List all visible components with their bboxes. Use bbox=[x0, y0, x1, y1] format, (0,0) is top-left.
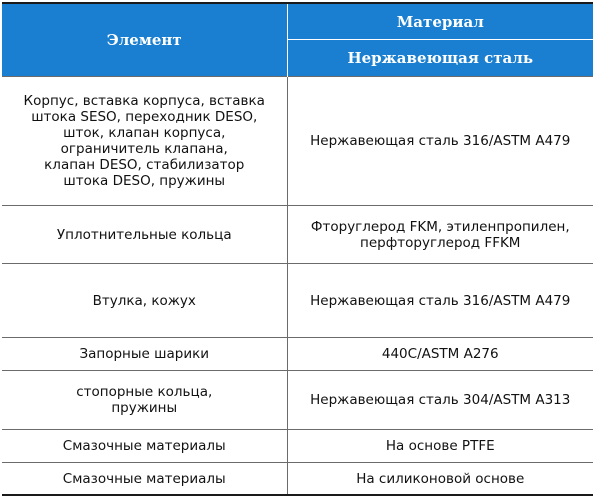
table-row bbox=[2, 430, 593, 463]
table-row bbox=[2, 206, 593, 264]
row-element: Втулка, кожух bbox=[2, 264, 287, 338]
table-header bbox=[2, 4, 593, 77]
header-stainless-steel: Нержавеющая сталь bbox=[287, 40, 593, 77]
table-row bbox=[2, 77, 593, 206]
table-row bbox=[2, 463, 593, 495]
row-material: На силиконовой основе bbox=[287, 463, 593, 495]
row-material: На основе PTFE bbox=[287, 430, 593, 463]
materials-table bbox=[2, 4, 593, 494]
row-material: 440C/ASTM A276 bbox=[287, 338, 593, 371]
row-material: Фторуглерод FKM, этиленпропилен, перфторуглерод FFKM bbox=[287, 206, 593, 264]
table-row bbox=[2, 338, 593, 371]
row-material: Нержавеющая сталь 316/ASTM A479 bbox=[287, 264, 593, 338]
header-material: Материал bbox=[287, 4, 593, 40]
row-element: Смазочные материалы bbox=[2, 463, 287, 495]
table-row bbox=[2, 264, 593, 338]
row-element: Запорные шарики bbox=[2, 338, 287, 371]
row-element: Корпус, вставка корпуса, вставка штока SESO, переходник DESO, шток, клапан корпуса, ограничитель клапана, клапан DESO, стабилизатор штока DESO, пружины bbox=[2, 77, 287, 206]
table-row bbox=[2, 371, 593, 430]
row-material: Нержавеющая сталь 316/ASTM A479 bbox=[287, 77, 593, 206]
row-element: стопорные кольца, пружины bbox=[2, 371, 287, 430]
materials-table-container bbox=[2, 2, 593, 496]
row-element: Смазочные материалы bbox=[2, 430, 287, 463]
row-material: Нержавеющая сталь 304/ASTM A313 bbox=[287, 371, 593, 430]
header-element: Элемент bbox=[2, 4, 287, 77]
row-element: Уплотнительные кольца bbox=[2, 206, 287, 264]
table-body bbox=[2, 77, 593, 495]
